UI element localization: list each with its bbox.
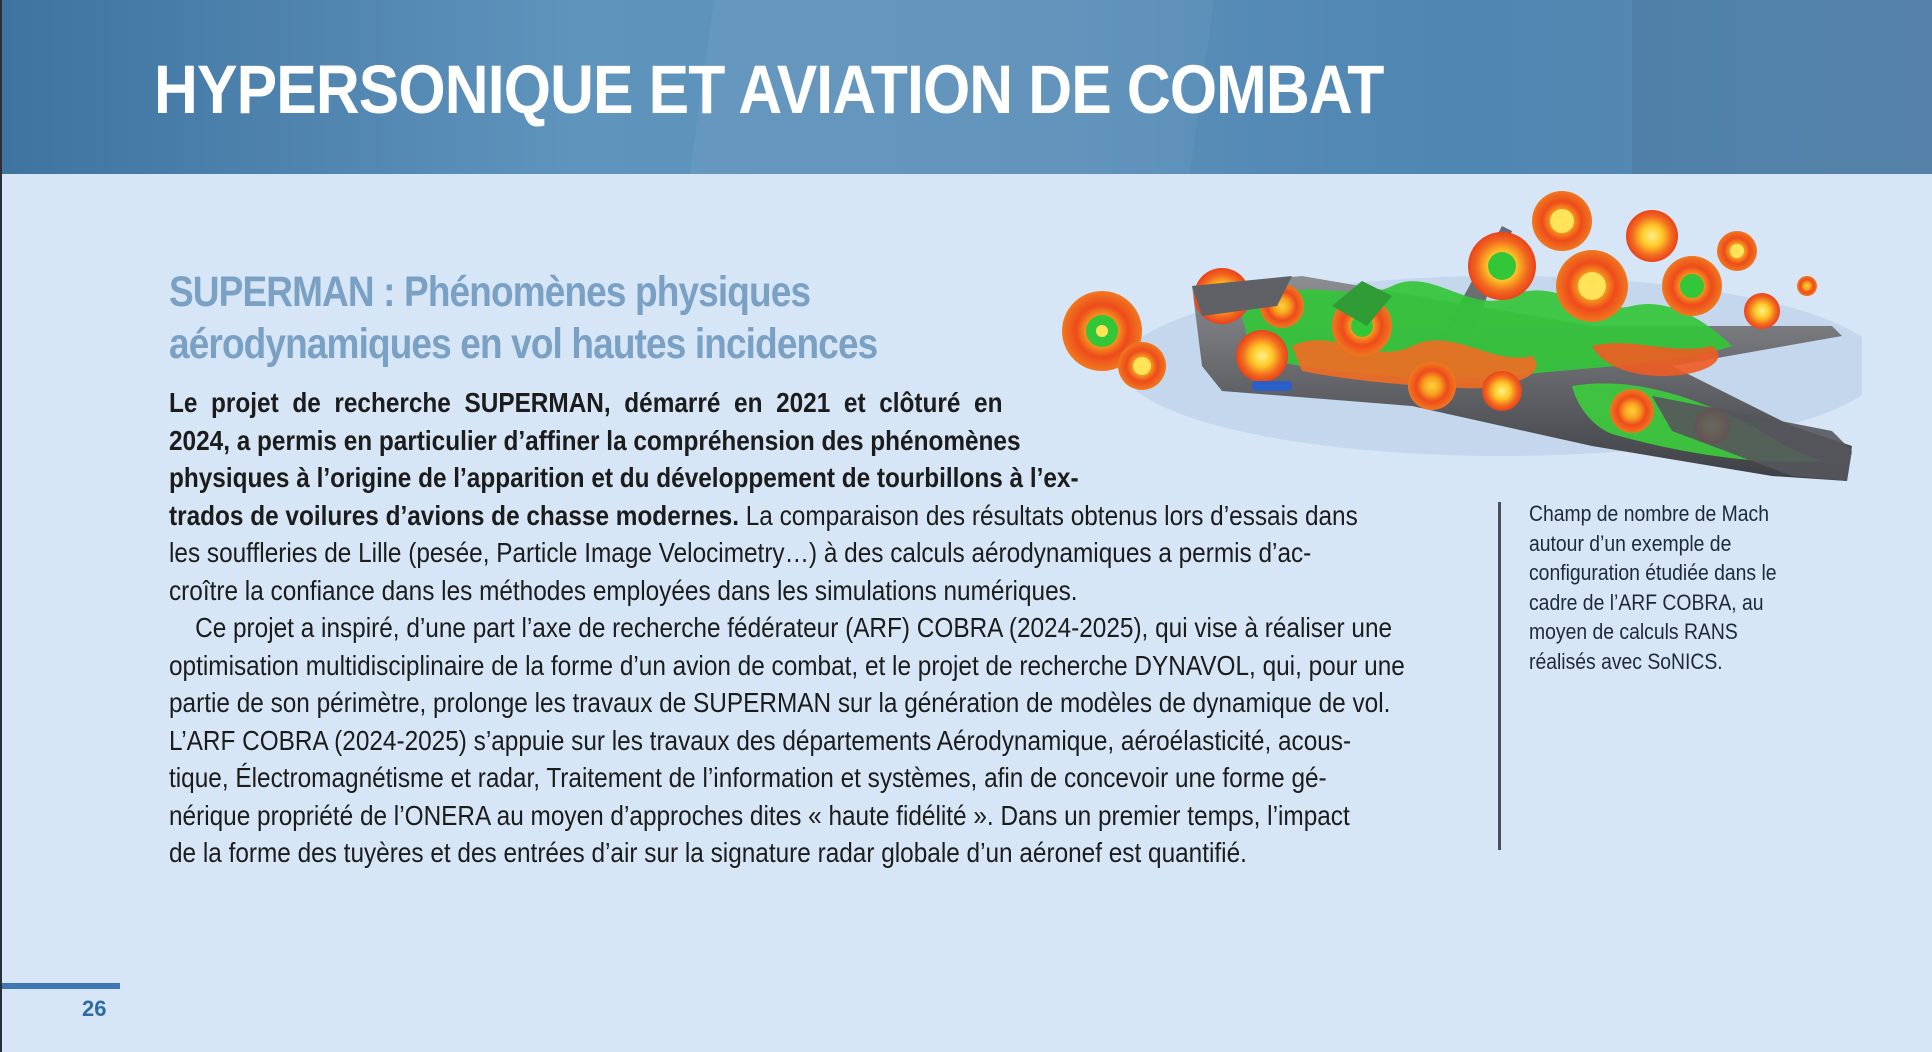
page-number: 26	[82, 996, 107, 1021]
body-bold-text: physiques à l’origine de l’apparition et du développement de tourbillons à l’ex-	[169, 462, 1079, 493]
body-bold-text: Le projet de recherche SUPERMAN, démarré en 2021 et clôturé en	[169, 387, 1003, 418]
page-header-band	[2, 0, 1932, 174]
body-line	[169, 647, 1457, 685]
body-text-run: partie de son périmètre, prolonge les travaux de SUPERMAN sur la génération de modèles de dynamique de vol.	[169, 687, 1391, 718]
caption-divider	[1498, 502, 1501, 850]
figure-caption	[1529, 499, 1819, 676]
body-text-run: optimisation multidisciplinaire de la forme d’un avion de combat, et le projet de recherche DYNAVOL, qui, pour une	[169, 649, 1405, 681]
page-title: HYPERSONIQUE ET AVIATION DE COMBAT	[154, 51, 1384, 128]
caption-line: moyen de calculs RANS	[1529, 619, 1738, 644]
body-line	[169, 759, 1457, 797]
header-facet	[1632, 0, 1932, 174]
body-line	[169, 609, 1457, 647]
body-line	[169, 384, 1002, 422]
body-text-run: les souffleries de Lille (pesée, Particle Image Velocimetry…) à des calculs aérodynamiques a permis d’ac-	[169, 537, 1312, 568]
body-text-run: nérique propriété de l’ONERA au moyen d’approches dites « haute fidélité ». Dans un premier temps, l’impact	[169, 799, 1350, 831]
body-text-run: L’ARF COBRA (2024-2025) s’appuie sur les travaux des départements Aérodynamique, aéroélasticité, acous-	[169, 724, 1352, 756]
caption-line: cadre de l’ARF COBRA, au	[1529, 589, 1764, 615]
body-text-run: de la forme des tuyères et des entrées d’air sur la signature radar globale d’un aéronef est quantifié.	[169, 837, 1247, 868]
body-line	[169, 534, 1457, 572]
section-title	[169, 266, 1029, 370]
caption-line: Champ de nombre de Mach	[1529, 501, 1769, 526]
body-line	[169, 497, 1457, 535]
body-line	[169, 572, 1457, 610]
body-text-run: tique, Électromagnétisme et radar, Traitement de l’information et systèmes, afin de concevoir une forme gé-	[169, 762, 1327, 793]
body-bold-text: 2024, a permis en particulier d’affiner la compréhension des phénomènes	[169, 424, 1021, 456]
body-text-run: croître la confiance dans les méthodes employées dans les simulations numériques.	[169, 574, 1078, 606]
body-bold-text: trados de voilures d’avions de chasse modernes.	[169, 499, 739, 531]
body-line	[169, 834, 1457, 872]
section-title-line: aérodynamiques en vol hautes incidences	[169, 320, 878, 368]
body-line	[169, 684, 1457, 722]
body-text-run: La comparaison des résultats obtenus lors d’essais dans	[738, 499, 1358, 531]
body-line	[169, 722, 1457, 760]
page-number-rule	[2, 983, 120, 989]
mach-field-aircraft-illustration	[1032, 176, 1862, 496]
caption-line: réalisés avec SoNICS.	[1529, 648, 1723, 674]
section-title-line: SUPERMAN : Phénomènes physiques	[169, 268, 811, 316]
body-line	[169, 797, 1457, 835]
caption-line: configuration étudiée dans le	[1529, 560, 1777, 585]
body-text-run: Ce projet a inspiré, d’une part l’axe de recherche fédérateur (ARF) COBRA (2024-2025), qui vise à réaliser une	[195, 612, 1393, 643]
caption-line: autour d’un exemple de	[1529, 530, 1732, 556]
